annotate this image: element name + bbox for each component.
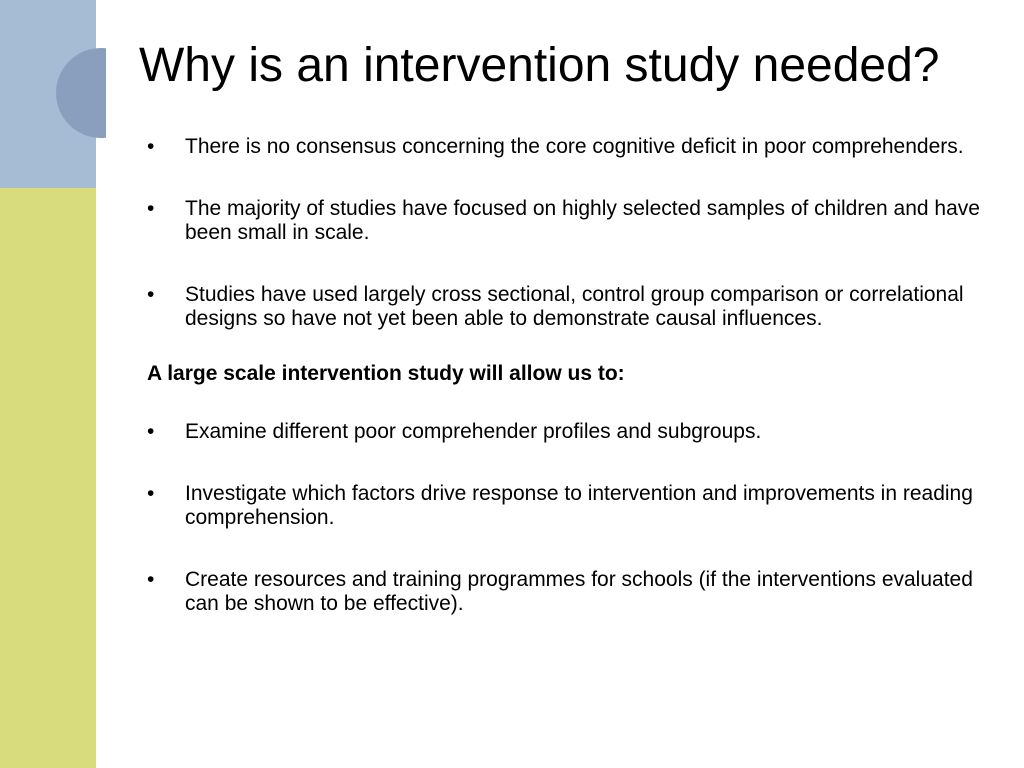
list-item [147,568,997,616]
list-item [147,197,997,245]
decorative-circle [56,48,146,138]
list-item [147,283,997,331]
slide-title: Why is an intervention study needed? [139,39,940,92]
bullet-icon: • [147,568,155,591]
bullet-icon: • [147,482,155,505]
bullet-icon: • [147,420,155,443]
bullet-icon: • [147,283,155,306]
slide-content [147,135,997,654]
bullet-icon: • [147,135,155,158]
bullet-icon: • [147,197,155,220]
decorative-band-green [0,188,96,768]
list-item-text: Create resources and training programmes for schools (if the interventions evaluated can be shown to be effective). [185,568,973,615]
problems-list [147,135,997,331]
list-item-text: The majority of studies have focused on highly selected samples of children and have been small in scale. [185,197,980,244]
section-subheading: A large scale intervention study will allow us to: [147,362,625,385]
list-item-text: Examine different poor comprehender profiles and subgroups. [185,420,762,443]
list-item-text: Studies have used largely cross sectional, control group comparison or correlational designs so have not yet been able to demonstrate causal influences. [185,283,964,330]
list-item [147,420,997,444]
list-item-text: Investigate which factors drive response to intervention and improvements in reading comprehension. [185,482,973,529]
list-item [147,135,997,159]
aims-list [147,420,997,616]
list-item-text: There is no consensus concerning the core cognitive deficit in poor comprehenders. [185,135,964,158]
list-item [147,482,997,530]
